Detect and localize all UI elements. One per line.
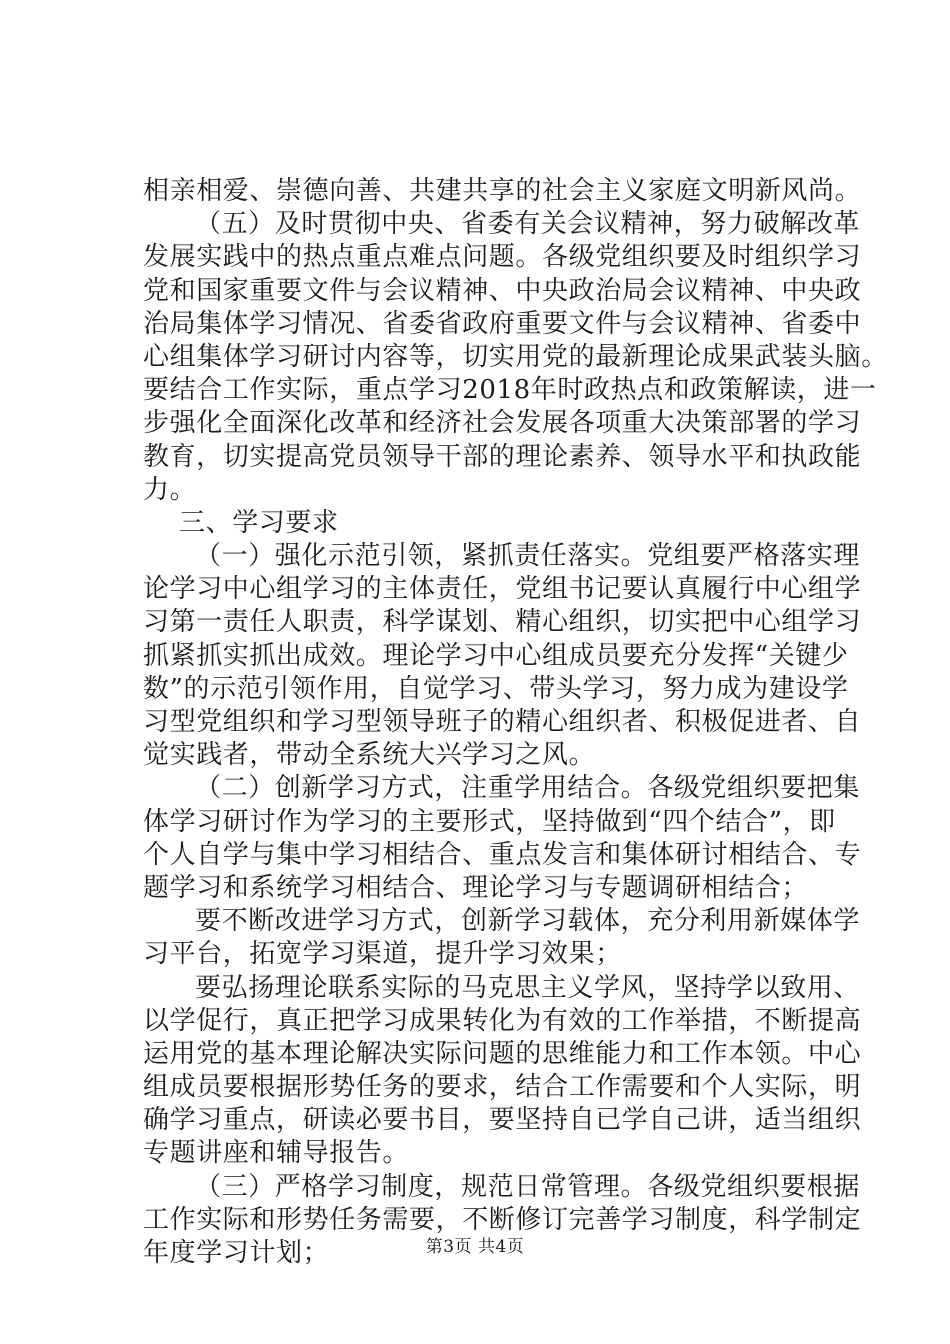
text-line: 专题讲座和辅导报告。	[143, 1138, 410, 1169]
text-line: 党和国家重要文件与会议精神、中央政治局会议精神、中央政	[143, 275, 862, 306]
text-line: （三）严格学习制度，规范日常管理。各级党组织要根据	[195, 1171, 861, 1202]
text-line: 教育，切实提高党员领导干部的理论素养、领导水平和执政能	[143, 441, 862, 472]
text-line: 习平台，拓宽学习渠道，提升学习效果；	[143, 939, 622, 970]
text-line: （五）及时贯彻中央、省委有关会议精神，努力破解改革	[195, 209, 861, 240]
text-line: 年度学习计划；	[143, 1238, 330, 1268]
text-line: 论学习中心组学习的主体责任，党组书记要认真履行中心组学	[143, 574, 862, 605]
text-line: 觉实践者，带动全系统大兴学习之风。	[143, 740, 596, 771]
text-line: 以学促行，真正把学习成果转化为有效的工作举措，不断提高	[143, 1005, 862, 1036]
document-body	[143, 175, 888, 1270]
section-heading: 三、学习要求	[179, 507, 339, 538]
text-line: 运用党的基本理论解决实际问题的思维能力和工作本领。中心	[143, 1038, 862, 1069]
text-line: 工作实际和形势任务需要，不断修订完善学习制度，科学制定	[143, 1204, 862, 1235]
text-line: 抓紧抓实抓出成效。理论学习中心组成员要充分发挥“关键少	[143, 640, 849, 671]
text-line: 个人自学与集中学习相结合、重点发言和集体研讨相结合、专	[143, 839, 862, 870]
text-line: 题学习和系统学习相结合、理论学习与专题调研相结合；	[143, 872, 809, 903]
text-line: 相亲相爱、崇德向善、共建共享的社会主义家庭文明新风尚。	[143, 176, 862, 206]
text-line: （一）强化示范引领，紧抓责任落实。党组要严格落实理	[195, 541, 861, 572]
text-line: 确学习重点，研读必要书目，要坚持自已学自己讲，适当组织	[143, 1105, 862, 1136]
text-line: 习型党组织和学习型领导班子的精心组织者、积极促进者、自	[143, 707, 862, 737]
text-line: 组成员要根据形势任务的要求，结合工作需要和个人实际，明	[143, 1072, 862, 1103]
text-line: 体学习研讨作为学习的主要形式，坚持做到“四个结合”，即	[143, 806, 836, 837]
text-line: 要不断改进学习方式，创新学习载体，充分利用新媒体学	[195, 906, 861, 937]
text-line: 要结合工作实际，重点学习2018年时政热点和政策解读，进一	[143, 375, 877, 406]
page-footer: 第3页 共4页	[425, 1237, 525, 1257]
text-line: 力。	[143, 474, 197, 505]
text-line: 数”的示范引领作用，自觉学习、带头学习，努力成为建设学	[143, 673, 849, 704]
text-line: 治局集体学习情况、省委省政府重要文件与会议精神、省委中	[143, 308, 862, 339]
text-line: 心组集体学习研讨内容等，切实用党的最新理论成果武装头脑。	[143, 341, 888, 372]
text-line: 习第一责任人职责，科学谋划、精心组织，切实把中心组学习	[143, 607, 862, 638]
text-line: （二）创新学习方式，注重学用结合。各级党组织要把集	[195, 773, 861, 804]
text-line: 发展实践中的热点重点难点问题。各级党组织要及时组织学习	[143, 242, 862, 273]
text-line: 步强化全面深化改革和经济社会发展各项重大决策部署的学习	[143, 408, 862, 439]
text-line: 要弘扬理论联系实际的马克思主义学风，坚持学以致用、	[195, 972, 861, 1003]
